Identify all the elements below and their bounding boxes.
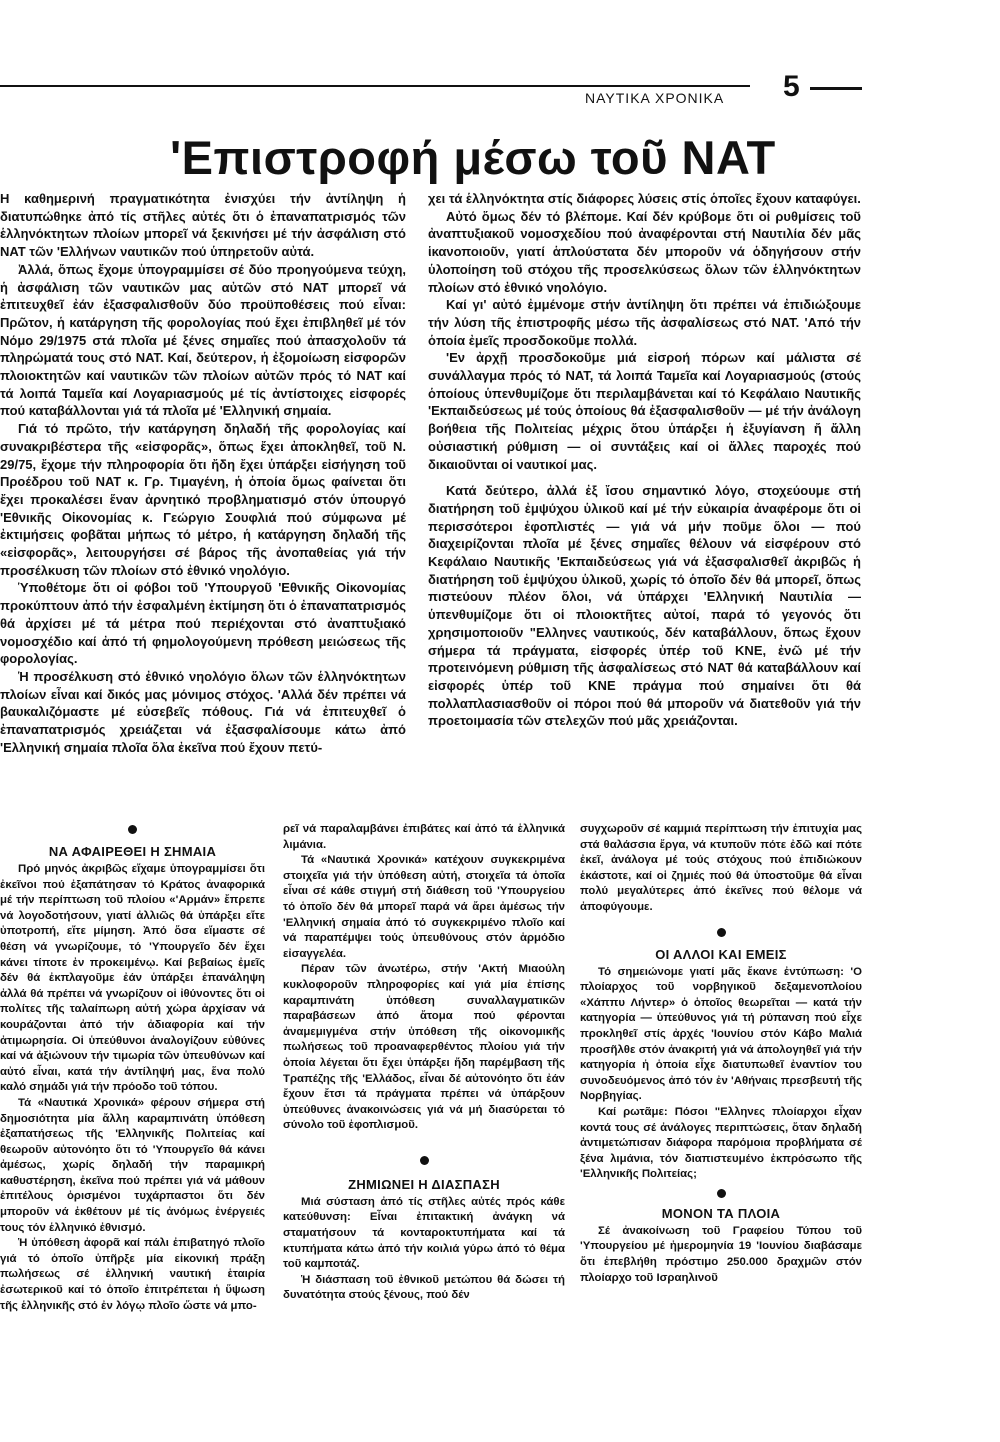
section-heading: ΝΑ ΑΦΑΙΡΕΘΕΙ Η ΣΗΜΑΙΑ <box>48 844 217 859</box>
section-paragraph: Ἡ διάσπαση τοῦ ἐθνικοῦ μετώπου θά δώσει τή δυνατότητα στούς ξένους, πού δέν <box>283 1273 565 1302</box>
article-paragraph: Η καθημερινή πραγματικότητα ἐνισχύει τήν ἀντίληψη ἡ διατυπώθηκε ἀπό τίς στῆλες αὐτές ὅτι ὁ ἐπαναπατρισμός τῶν ἑλληνόκτητων πλοίων μπορεῖ νά ξεκινήσει μέ τήν ἀσφάλιση στό ΝΑΤ τῶν 'Ελλήνων ναυτικῶν πού ὑπηρετοῦν αὐτά. <box>0 191 406 260</box>
article-paragraph: 'Εν ἀρχῇ προσδοκοῦμε μιά εἰσροή πόρων καί μάλιστα σέ συνάλλαγμα πρός τό ΝΑΤ, τά λοιπά Ταμεῖα καί Λογαριασμούς (στούς ὁποίους ὑπενθυμίζομε ὅτι περιλαμβάνεται καί τό Κεφάλαιο Ναυτικῆς 'Εκπαιδεύσεως μέ τούς ὁποίους θά ἐξασφαλισθοῦν — μέ τήν ἀνάλογη βοήθεια τῆς Πολιτείας μέχρις ὅτου ὑπάρξει ἡ ἐξυγίανση ἤ ἄλλη οὐσιαστική ρύθμιση — οἱ συντάξεις καί οἱ ἄλλες παροχές πού δικαιοῦνται οἱ ναυτικοί μας. <box>428 350 861 472</box>
column-middle <box>283 822 565 1415</box>
header-rule-right <box>810 87 862 90</box>
section-paragraph: Τά «Ναυτικά Χρονικά» φέρουν σήμερα στή δημοσιότητα μία ἄλλη καραμπινάτη ὑπόθεση ἐξαπατήσεως τῆς 'Ελληνικῆς Πολιτείας καί θεωροῦν αὐτονόητο ὅτι τό 'Υπουργεῖο θά κάνει ἀμέσως, χωρίς δηλαδή τήν παραμικρή καθυστέρηση, ἐκεῖνα πού πρέπει γιά νά μάθουν ἐπιτέλους ὁρισμένοι τυχάρπαστοι ὅτι δέν μποροῦν νά ἐκθέτουν μέ τίς ἀνόμως ἐνέργειές τους τόν ἑλληνικό ἐθνισμό. <box>0 1096 265 1234</box>
section-heading: ΟΙ ΑΛΛΟΙ ΚΑΙ ΕΜΕΙΣ <box>655 946 787 962</box>
section-heading: ΜΟΝΟΝ ΤΑ ΠΛΟΙΑ <box>661 1205 781 1221</box>
article-paragraph: Αὐτό ὅμως δέν τό βλέπομε. Καί δέν κρύβομε ὅτι οἱ ρυθμίσεις τοῦ ἀναπτυξιακοῦ νομοσχεδίου πού ἀναφέρονται στή Ναυτιλία δέν μᾶς ἱκανοποιοῦν, γιατί ἁπλούστατα δέν μποροῦν νά ὁδηγήσουν στήν ὑλοποίηση τοῦ στόχου τῆς προσελκύσεως ὅλων τῶν ἑλληνόκτητων πλοίων στό ἐθνικό νηολόγιο. <box>428 208 861 295</box>
section-bullet-icon <box>717 1189 726 1198</box>
section-bullet-icon <box>420 1156 429 1165</box>
header-rule-left <box>0 85 750 87</box>
section-heading: ΖΗΜΙΩΝΕΙ Η ΔΙΑΣΠΑΣΗ <box>348 1176 500 1192</box>
article-paragraph: Κατά δεύτερο, ἀλλά ἐξ ἴσου σημαντικό λόγο, στοχεύουμε στή διατήρηση τοῦ ἐμψύχου ὑλικοῦ καί μέ τήν εὐκαιρία ἀναφέρομε ὅτι οἱ περισσότεροι ἐφοπλιστές — γιά νά μήν ποῦμε ὅλοι — πού διαχειρίζονται πλοῖα μέ ξένες σημαῖες θέλουν νά εἰσφέρουν στό Κεφάλαιο Ναυτικῆς 'Εκπαιδεύσεως γιά νά ἐξασφαλισθεῖ ἀκριβῶς ἡ διατήρηση τοῦ ἐμψύχου ὑλικοῦ, χωρίς τό ὁποῖο δέν θά μπορεῖ, ὅπως πιστεύουν πλέον ὅλοι, νά ὑπάρχει 'Ελληνική Ναυτιλία — ὑπενθυμίζομε ὅτι οἱ πλοιοκτῆτες αὐτοί, παρά τό γεγονός ὅτι χρησιμοποιοῦν "Ελληνες ναυτικούς, δέν καταβάλλουν, ὅπως ἔχουν σήμερα τά πράγματα, εἰσφορές ὑπέρ τοῦ ΚΝΕ, ἐνῶ μέ τήν προτεινόμενη ρύθμιση τῆς ἀσφαλίσεως στό ΝΑΤ θά καταβάλλουν καί εἰσφορές ὑπέρ τοῦ ΚΝΕ πράγμα πού σημαίνει ὅτι θά πολλαπλασιασθοῦν οἱ πόροι πού θά μποροῦν νά διατεθοῦν γιά τήν προετοιμασία τῶν στελεχῶν πού μᾶς χρειάζονται. <box>428 483 861 729</box>
section-paragraph: συγχωροῦν σέ καμμιά περίπτωση τήν ἐπιτυχία μας στά θαλάσσια ἔργα, νά κτυποῦν πότε ἐδῶ καί πότε ἐκεῖ, ἀνάλογα μέ τούς στόχους πού ἐπιδιώκουν ἑκάστοτε, καί οἱ ζημιές πού θά ὑποστοῦμε θά εἶναι πολύ μεγαλύτερες ἀπό ἐκεῖνες πού θέλομε νά ἀποφύγουμε. <box>580 823 862 913</box>
section-paragraph: Τά «Ναυτικά Χρονικά» κατέχουν συγκεκριμένα στοιχεῖα γιά τήν ὑπόθεση αὐτή, στοιχεῖα τά ὁποῖα εἶναι σέ κάθε στιγμή στή διάθεση τοῦ 'Υπουργείου τό ὁποῖο δέν θά μπορεῖ παρά νά ἄρει ἀμέσως τήν 'Ελληνική σημαία ἀπό τό συγκεκριμένο πλοῖο καί νά παραπέμψει τούς ὑπευθύνους στόν ἁρμόδιο εἰσαγγελέα. <box>283 854 565 960</box>
section-bullet-icon <box>717 928 726 937</box>
article-paragraph: Καί γι' αὐτό ἐμμένομε στήν ἀντίληψη ὅτι πρέπει νά ἐπιδιώξουμε τήν λύση τῆς ἐπιστροφῆς μέσω τῆς ἀσφαλίσεως στό ΝΑΤ. 'Από τήν ὁποία ἐμεῖς προσδοκοῦμε πολλά. <box>428 297 861 348</box>
section-bullet-icon <box>128 825 137 834</box>
publication-name: ΝΑΥΤΙΚΑ ΧΡΟΝΙΚΑ <box>585 90 725 106</box>
article-left-column <box>0 190 406 815</box>
article-paragraph: Ἡ προσέλκυση στό ἐθνικό νηολόγιο ὅλων τῶν ἑλληνόκτητων πλοίων εἶναι καί δικός μας μόνιμος στόχος. 'Αλλά δέν πρέπει νά βαυκαλιζόμαστε μέ εὐσεβεῖς πόθους. Γιά νά ἐπιτευχθεῖ ὁ ἐπαναπατρισμός χρειάζεται νά ἐξασφαλίσουμε κάτω ἀπό 'Ελληνική σημαία πλοῖα ὅλα ἐκεῖνα πού ἔχουν πετύ- <box>0 668 406 755</box>
page-number: 5 <box>783 70 800 103</box>
column-right <box>580 822 862 1415</box>
section-paragraph: Πρό μηνός ἀκριβῶς εἴχαμε ὑπογραμμίσει ὅτι ἐκεῖνοι πού ἐξαπάτησαν τό Κράτος ἀναφορικά μέ τήν περίπτωση τοῦ πλοίου «'Αρμάν» ἔπρεπε νά λογοδοτήσουν, γιατί ἀλλιῶς θά ὑπάρξει εἴτε ὑποτροπή, εἴτε μίμηση. Ἀπό ὅσα εἴμαστε σέ θέση νά γνωρίζουμε, τό 'Υπουργεῖο δέν ἔχει κάνει τίποτε ἐν προκειμένῳ. Καί βεβαίως ἐμεῖς δέν θά ἐκπλαγοῦμε ἐάν ὑπάρξει ἐπανάληψη ἀλλά θά πρέπει νά γνωρίζουν οἱ ἰθύνοντες ὅτι οἱ πολίτες τῆς ταλαίπωρη αὐτή χώρα ἀρχίσαν νά κουράζονται ἀπό τήν ἀδιαφορία καί τήν ἀτιμωρησία. Οἱ ὑπεύθυνοι ἀναλογίζουν εὐθύνες καί νά ἀξιώνουν τήν τιμωρία τῶν ὑπευθύνων καί αὐτό εἶναι, κατά τήν ἀντίληψή μας, ἕνα πολύ καλό σημάδι γιά τήν πρόοδο τοῦ τόπου. <box>0 863 265 1094</box>
section-paragraph: Τό σημειώνομε γιατί μᾶς ἔκανε ἐντύπωση: 'Ο πλοίαρχος τοῦ νορβηγικοῦ δεξαμενοπλοίου «Χάππυ Λήντερ» ὁ ὁποῖος θεωρεῖται — κατά τήν κατηγορία — ὑπεύθυνος γιά τή ρύπανση πού εἶχε προκληθεῖ στίς ἀρχές 'Ιουνίου στόν Κάβο Μαλιά προσῆλθε στόν ἀνακριτή γιά νά ἀπολογηθεῖ γιά τήν κατηγορία ἡ ὁποία εἶχε διατυπωθεῖ ἐναντίον του συνοδευόμενος ἀπό τόν ἐν 'Αθήναις πρεσβευτή τῆς Νορβηγίας. <box>580 965 862 1103</box>
article-paragraph: Ἀλλά, ὅπως ἔχομε ὑπογραμμίσει σέ δύο προηγούμενα τεύχη, ἡ ἀσφάλιση τῶν ναυτικῶν μας αὐτῶν στό ΝΑΤ μπορεῖ νά ἐπιτευχθεῖ ἐάν ἐξασφαλισθοῦν δύο προϋποθέσεις πού εἶναι: Πρῶτον, ἡ κατάργηση τῆς φορολογίας πού ἔχει ἐπιβληθεῖ μέ τόν Νόμο 29/1975 στά πλοῖα μέ ξένες σημαῖες πού ἀπασχολοῦν τά πληρώματά τους στό ΝΑΤ. Καί, δεύτερον, ἡ ἐξομοίωση εἰσφορῶν πλοιοκτητῶν καί ναυτικῶν τῶν πλοίων αὐτῶν πρός τό ΝΑΤ καί τά λοιπά Ταμεῖα καί Λογαριασμούς μέ τίς ἀντίστοιχες εἰσφορές πού καταβάλλονται γιά τά πλοῖα μέ 'Ελληνική σημαία. <box>0 261 406 419</box>
section-paragraph: Μιά σύσταση ἀπό τίς στῆλες αὐτές πρός κάθε κατεύθυνση: Εἶναι ἐπιτακτική ἀνάγκη νά σταματήσουν τά κονταροκτυπήματα καί τά κτυπήματα κάτω ἀπό τήν κοιλιά γύρω ἀπό τό θέμα τοῦ καμποτάζ. <box>283 1195 565 1271</box>
section-paragraph: Ἡ ὑπόθεση ἀφορᾶ καί πάλι ἐπιβατηγό πλοῖο γιά τό ὁποῖο ὑπῆρξε μία εἰκονική πράξη πωλήσεως σέ ἑλληνική ναυτική ἑταιρία ἐσωτερικοῦ καί τό ὁποῖο ἐπιτρέπεται ἡ ὕψωση τῆς ἑλληνικῆς στό ἐν λόγῳ πλοῖο ὥστε νά μπο- <box>0 1237 265 1312</box>
article-right-column <box>428 190 861 815</box>
article-paragraph: Γιά τό πρῶτο, τήν κατάργηση δηλαδή τῆς φορολογίας καί συνακριβέστερα τῆς «εἰσφορᾶς», ὅπως ἔχει ἀποκληθεῖ, τοῦ Ν. 29/75, ἔχομε τήν πληροφορία ὅτι ἤδη ἔχει ὑπάρξει εἰσήγηση τοῦ Προέδρου τοῦ ΝΑΤ κ. Γρ. Τιμαγένη, ἡ ὁποία ὅμως φαίνεται ὅτι ἔχει προκαλέσει ἕναν ἀρνητικό προβληματισμό στόν ὑπουργό 'Εθνικῆς Οἰκονομίας κ. Γεώργιο Σουφλιά πού σύμφωνα μέ ἐκτιμήσεις φοβᾶται μήπως τό μέτρο, ἡ κατάργηση δηλαδή τῆς «εἰσφορᾶς», λειτουργήσει σέ βάρος τῆς ἀνοπαθείας γιά τήν προσέλκυση τῶν πλοίων στό ἐθνικό νηολόγιο. <box>0 421 406 578</box>
section-paragraph: Καί ρωτᾶμε: Πόσοι "Ελληνες πλοίαρχοι εἶχαν κοντά τους σέ ἀνάλογες περιπτώσεις, ὅταν δηλαδή ἀντιμετώπισαν διάφορα παρόμοια προβλήματα σέ ξένα λιμάνια, τόν διαπιστευμένο ἐκπρόσωπο τῆς 'Ελληνικῆς Πολιτείας; <box>580 1105 862 1181</box>
section-paragraph: ρεῖ νά παραλαμβάνει ἐπιβάτες καί ἀπό τά ἑλληνικά λιμάνια. <box>283 823 565 851</box>
article-paragraph: χει τά ἑλληνόκτητα στίς διάφορες λύσεις στίς ὁποῖες ἔχουν καταφύγει. <box>428 191 861 206</box>
column-hoist-flag <box>0 825 265 1415</box>
article-title: 'Επιστροφή μέσω τοῦ ΝΑΤ <box>170 131 776 184</box>
section-paragraph: Πέραν τῶν ἀνωτέρω, στήν 'Ακτή Μιαούλη κυκλοφοροῦν πληροφορίες καί γιά μία ἐπίσης καραμπινάτη ὑπόθεση συναλλαγματικῶν παραβάσεων ἀπό ἄτομα πού φέρονται ἀναμεμιγμένα στήν ὑπόθεση τῆς οἰκονομικῆς πωλήσεως τοῦ προαναφερθέντος πλοίου γιά τήν ὁποία λέγεται ὅτι ἔχει ὑπάρξει ἤδη παρέμβαση τῆς Τραπέζης τῆς 'Ελλάδος, εἶναι δέ αὐτονόητο ὅτι ἐάν ἔχουν ἔτσι τά πράγματα πρέπει νά ὑπάρξουν ὑπεύθυνες ἀνακοινώσεις γιά νά μή διασύρεται τό σύνολο τοῦ ἐφοπλισμοῦ. <box>283 963 565 1132</box>
section-paragraph: Σέ ἀνακοίνωση τοῦ Γραφείου Τύπου τοῦ 'Υπουργείου μέ ἡμερομηνία 19 'Ιουνίου διαβάσαμε ὅτι ἐπεβλήθη πρόστιμο 250.000 δραχμῶν στόν πλοίαρχο τοῦ Ισραηλινοῦ <box>580 1224 862 1284</box>
article-paragraph: Ὑποθέτομε ὅτι οἱ φόβοι τοῦ 'Υπουργοῦ 'Εθνικῆς Οἰκονομίας προκύπτουν ἀπό τήν ἐσφαλμένη ἐκτίμηση ὅτι ὁ ἐπαναπατρισμός θά ἀρχίσει μέ τά μέτρα πού περιέχονται στό ἀναπτυξιακό νομοσχέδιο καί ἀπό τή φημολογούμενη πρόθεση μειώσεως τῆς φορολογίας. <box>0 580 406 667</box>
